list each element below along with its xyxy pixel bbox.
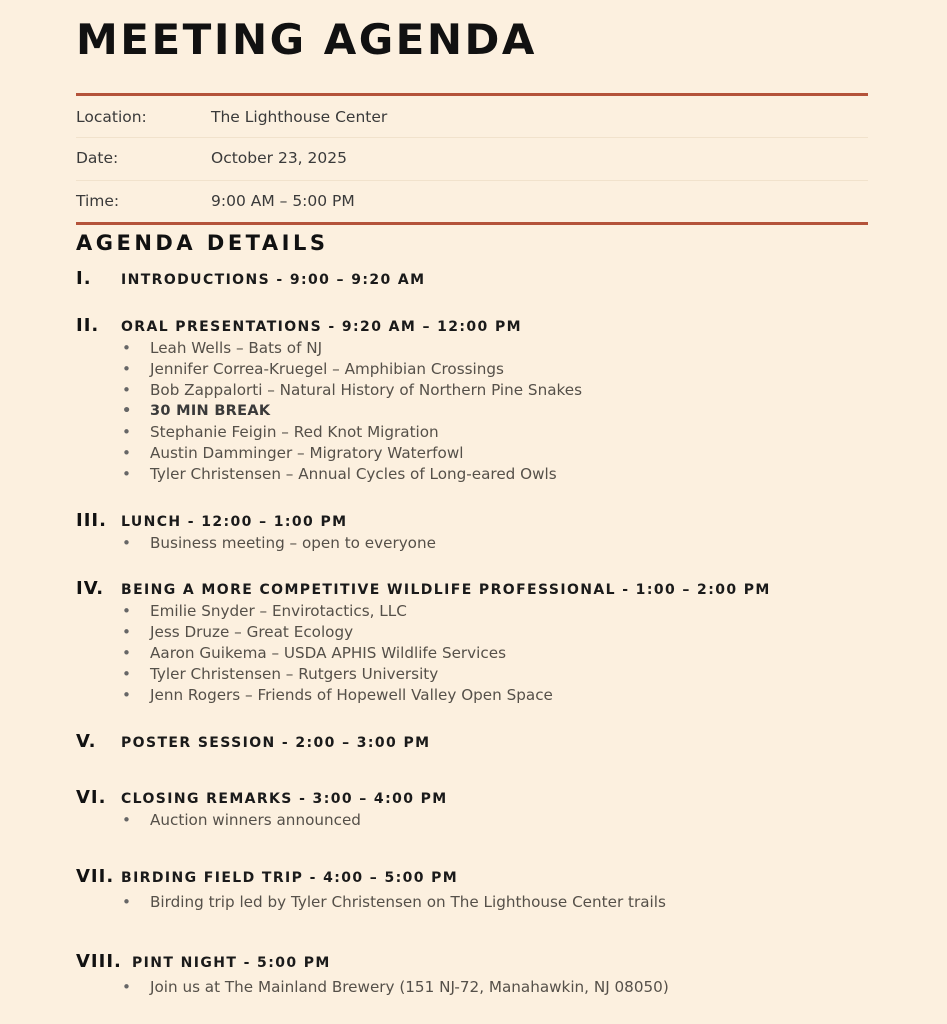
list-item: • Business meeting – open to everyone	[122, 533, 436, 554]
section-heading: LUNCH - 12:00 – 1:00 PM	[121, 514, 348, 530]
list-item: • Auction winners announced	[122, 810, 448, 831]
section-heading: PINT NIGHT - 5:00 PM	[132, 955, 331, 971]
info-value: The Lighthouse Center	[211, 108, 388, 126]
section-header	[76, 510, 436, 533]
section-heading: BEING A MORE COMPETITIVE WILDLIFE PROFESSIONAL - 1:00 – 2:00 PM	[121, 582, 771, 598]
agenda-section	[76, 951, 669, 998]
section-items	[76, 892, 666, 913]
section-header	[76, 951, 669, 974]
section-header	[76, 578, 771, 601]
info-label: Location:	[76, 108, 147, 126]
info-time	[76, 191, 355, 211]
section-number: IV.	[76, 578, 105, 599]
section-items	[76, 533, 436, 554]
list-item: • Aaron Guikema – USDA APHIS Wildlife Services	[122, 643, 771, 664]
section-heading: INTRODUCTIONS - 9:00 – 9:20 AM	[121, 272, 426, 288]
agenda-section	[76, 315, 582, 485]
section-items	[76, 601, 771, 706]
section-header	[76, 787, 448, 810]
list-item: • Jess Druze – Great Ecology	[122, 622, 771, 643]
list-item: • Birding trip led by Tyler Christensen on The Lighthouse Center trails	[122, 892, 666, 913]
list-item: • Tyler Christensen – Annual Cycles of Long-eared Owls	[122, 464, 582, 485]
info-label: Date:	[76, 149, 119, 167]
list-item: • Bob Zappalorti – Natural History of Northern Pine Snakes	[122, 380, 582, 401]
info-value: October 23, 2025	[211, 149, 347, 167]
list-item: • Stephanie Feigin – Red Knot Migration	[122, 422, 582, 443]
divider-bottom	[76, 222, 868, 225]
section-number: I.	[76, 268, 92, 289]
info-value: 9:00 AM – 5:00 PM	[211, 192, 355, 210]
agenda-section	[76, 866, 666, 913]
info-location	[76, 107, 387, 127]
section-heading: ORAL PRESENTATIONS - 9:20 AM – 12:00 PM	[121, 319, 522, 335]
list-item: • Jennifer Correa-Kruegel – Amphibian Crossings	[122, 359, 582, 380]
agenda-section	[76, 787, 448, 831]
agenda-section	[76, 731, 430, 754]
list-item: • Jenn Rogers – Friends of Hopewell Valley Open Space	[122, 685, 771, 706]
section-number: III.	[76, 510, 107, 531]
section-heading: POSTER SESSION - 2:00 – 3:00 PM	[121, 735, 431, 751]
info-label: Time:	[76, 192, 120, 210]
list-item: • Join us at The Mainland Brewery (151 NJ-72, Manahawkin, NJ 08050)	[122, 977, 669, 998]
section-items	[76, 810, 448, 831]
info-date	[76, 148, 347, 168]
section-number: VIII.	[76, 951, 122, 972]
section-header	[76, 315, 582, 338]
section-items	[76, 977, 669, 998]
list-item: • Leah Wells – Bats of NJ	[122, 338, 582, 359]
list-item: • 30 MIN BREAK	[122, 401, 582, 422]
agenda-section	[76, 268, 425, 291]
section-number: VI.	[76, 787, 107, 808]
section-heading: CLOSING REMARKS - 3:00 – 4:00 PM	[121, 791, 448, 807]
section-number: VII.	[76, 866, 115, 887]
row-divider	[76, 137, 868, 138]
divider-top	[76, 93, 868, 96]
list-item: • Emilie Snyder – Envirotactics, LLC	[122, 601, 771, 622]
section-header	[76, 268, 425, 291]
row-divider	[76, 180, 868, 181]
agenda-details-heading: AGENDA DETAILS	[76, 231, 329, 255]
agenda-section	[76, 578, 771, 706]
list-item: • Tyler Christensen – Rutgers University	[122, 664, 771, 685]
section-heading: BIRDING FIELD TRIP - 4:00 – 5:00 PM	[121, 870, 459, 886]
section-header	[76, 866, 666, 889]
section-number: II.	[76, 315, 100, 336]
agenda-section	[76, 510, 436, 554]
list-item: • Austin Damminger – Migratory Waterfowl	[122, 443, 582, 464]
section-number: V.	[76, 731, 97, 752]
section-items	[76, 338, 582, 485]
document-title: MEETING AGENDA	[76, 15, 537, 64]
section-header	[76, 731, 430, 754]
